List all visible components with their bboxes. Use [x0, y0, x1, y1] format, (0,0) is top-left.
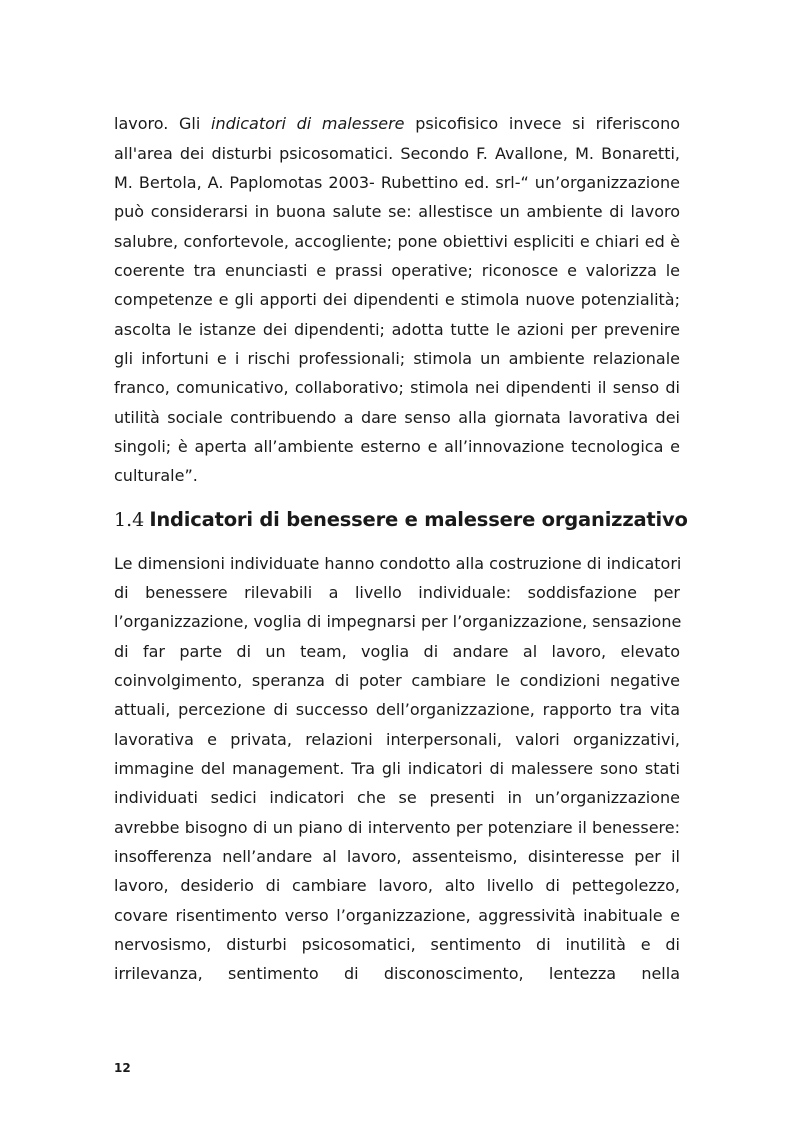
text-line: attuali, percezione di successo dell’organizzazione, rapporto tra vita	[114, 700, 680, 719]
text-line: lavorativa e privata, relazioni interpersonali, valori organizzativi,	[114, 730, 680, 749]
text-line: coerente tra enunciasti e prassi operative; riconosce e valorizza le	[114, 261, 680, 280]
text-line: competenze e gli apporti dei dipendenti e stimola nuove potenzialità;	[114, 290, 680, 309]
text-line: utilità sociale contribuendo a dare senso alla giornata lavorativa dei	[114, 408, 680, 427]
text-line: coinvolgimento, speranza di poter cambiare le condizioni negative	[114, 671, 680, 690]
text-line: culturale”.	[114, 466, 198, 485]
text-line	[114, 112, 680, 136]
text-line: individuati sedici indicatori che se presenti in un’organizzazione	[114, 788, 680, 807]
section-number: 1.4	[114, 509, 145, 531]
text-line: di far parte di un team, voglia di andare al lavoro, elevato	[114, 642, 680, 661]
text-line: all'area dei disturbi psicosomatici. Secondo F. Avallone, M. Bonaretti,	[114, 144, 680, 163]
section-heading	[114, 505, 694, 535]
text-line: di benessere rilevabili a livello individuale: soddisfazione per	[114, 583, 680, 602]
text-line: Le dimensioni individuate hanno condotto alla costruzione di indicatori	[114, 554, 682, 573]
text-line: immagine del management. Tra gli indicatori di malessere sono stati	[114, 759, 680, 778]
text-line: singoli; è aperta all’ambiente esterno e all’innovazione tecnologica e	[114, 437, 680, 456]
text-line: l’organizzazione, voglia di impegnarsi per l’organizzazione, sensazione	[114, 612, 682, 631]
text-line: gli infortuni e i rischi professionali; stimola un ambiente relazionale	[114, 349, 680, 368]
text-line: irrilevanza, sentimento di disconoscimento, lentezza nella	[114, 964, 680, 983]
text-line: può considerarsi in buona salute se: allestisce un ambiente di lavoro	[114, 202, 680, 221]
text-line: insofferenza nell’andare al lavoro, assenteismo, disinteresse per il	[114, 847, 680, 866]
text-run: lavoro. Gli	[114, 114, 212, 133]
text-line: covare risentimento verso l’organizzazione, aggressività inabituale e	[114, 906, 680, 925]
text-run: psicofisico invece si riferiscono	[404, 114, 680, 133]
text-line: avrebbe bisogno di un piano di intervento per potenziare il benessere:	[114, 818, 680, 837]
text-line: salubre, confortevole, accogliente; pone obiettivi espliciti e chiari ed è	[114, 232, 680, 251]
text-line: ascolta le istanze dei dipendenti; adotta tutte le azioni per prevenire	[114, 320, 680, 339]
italic-term: indicatori di malessere	[211, 114, 405, 133]
text-line: franco, comunicativo, collaborativo; stimola nei dipendenti il senso di	[114, 378, 680, 397]
text-line: lavoro, desiderio di cambiare lavoro, alto livello di pettegolezzo,	[114, 876, 680, 895]
text-line: nervosismo, disturbi psicosomatici, sentimento di inutilità e di	[114, 935, 680, 954]
section-title: Indicatori di benessere e malessere organizzativo	[149, 508, 688, 531]
page-number: 12	[114, 1061, 131, 1075]
text-line: M. Bertola, A. Paplomotas 2003- Rubettino ed. srl-“ un’organizzazione	[114, 173, 680, 192]
